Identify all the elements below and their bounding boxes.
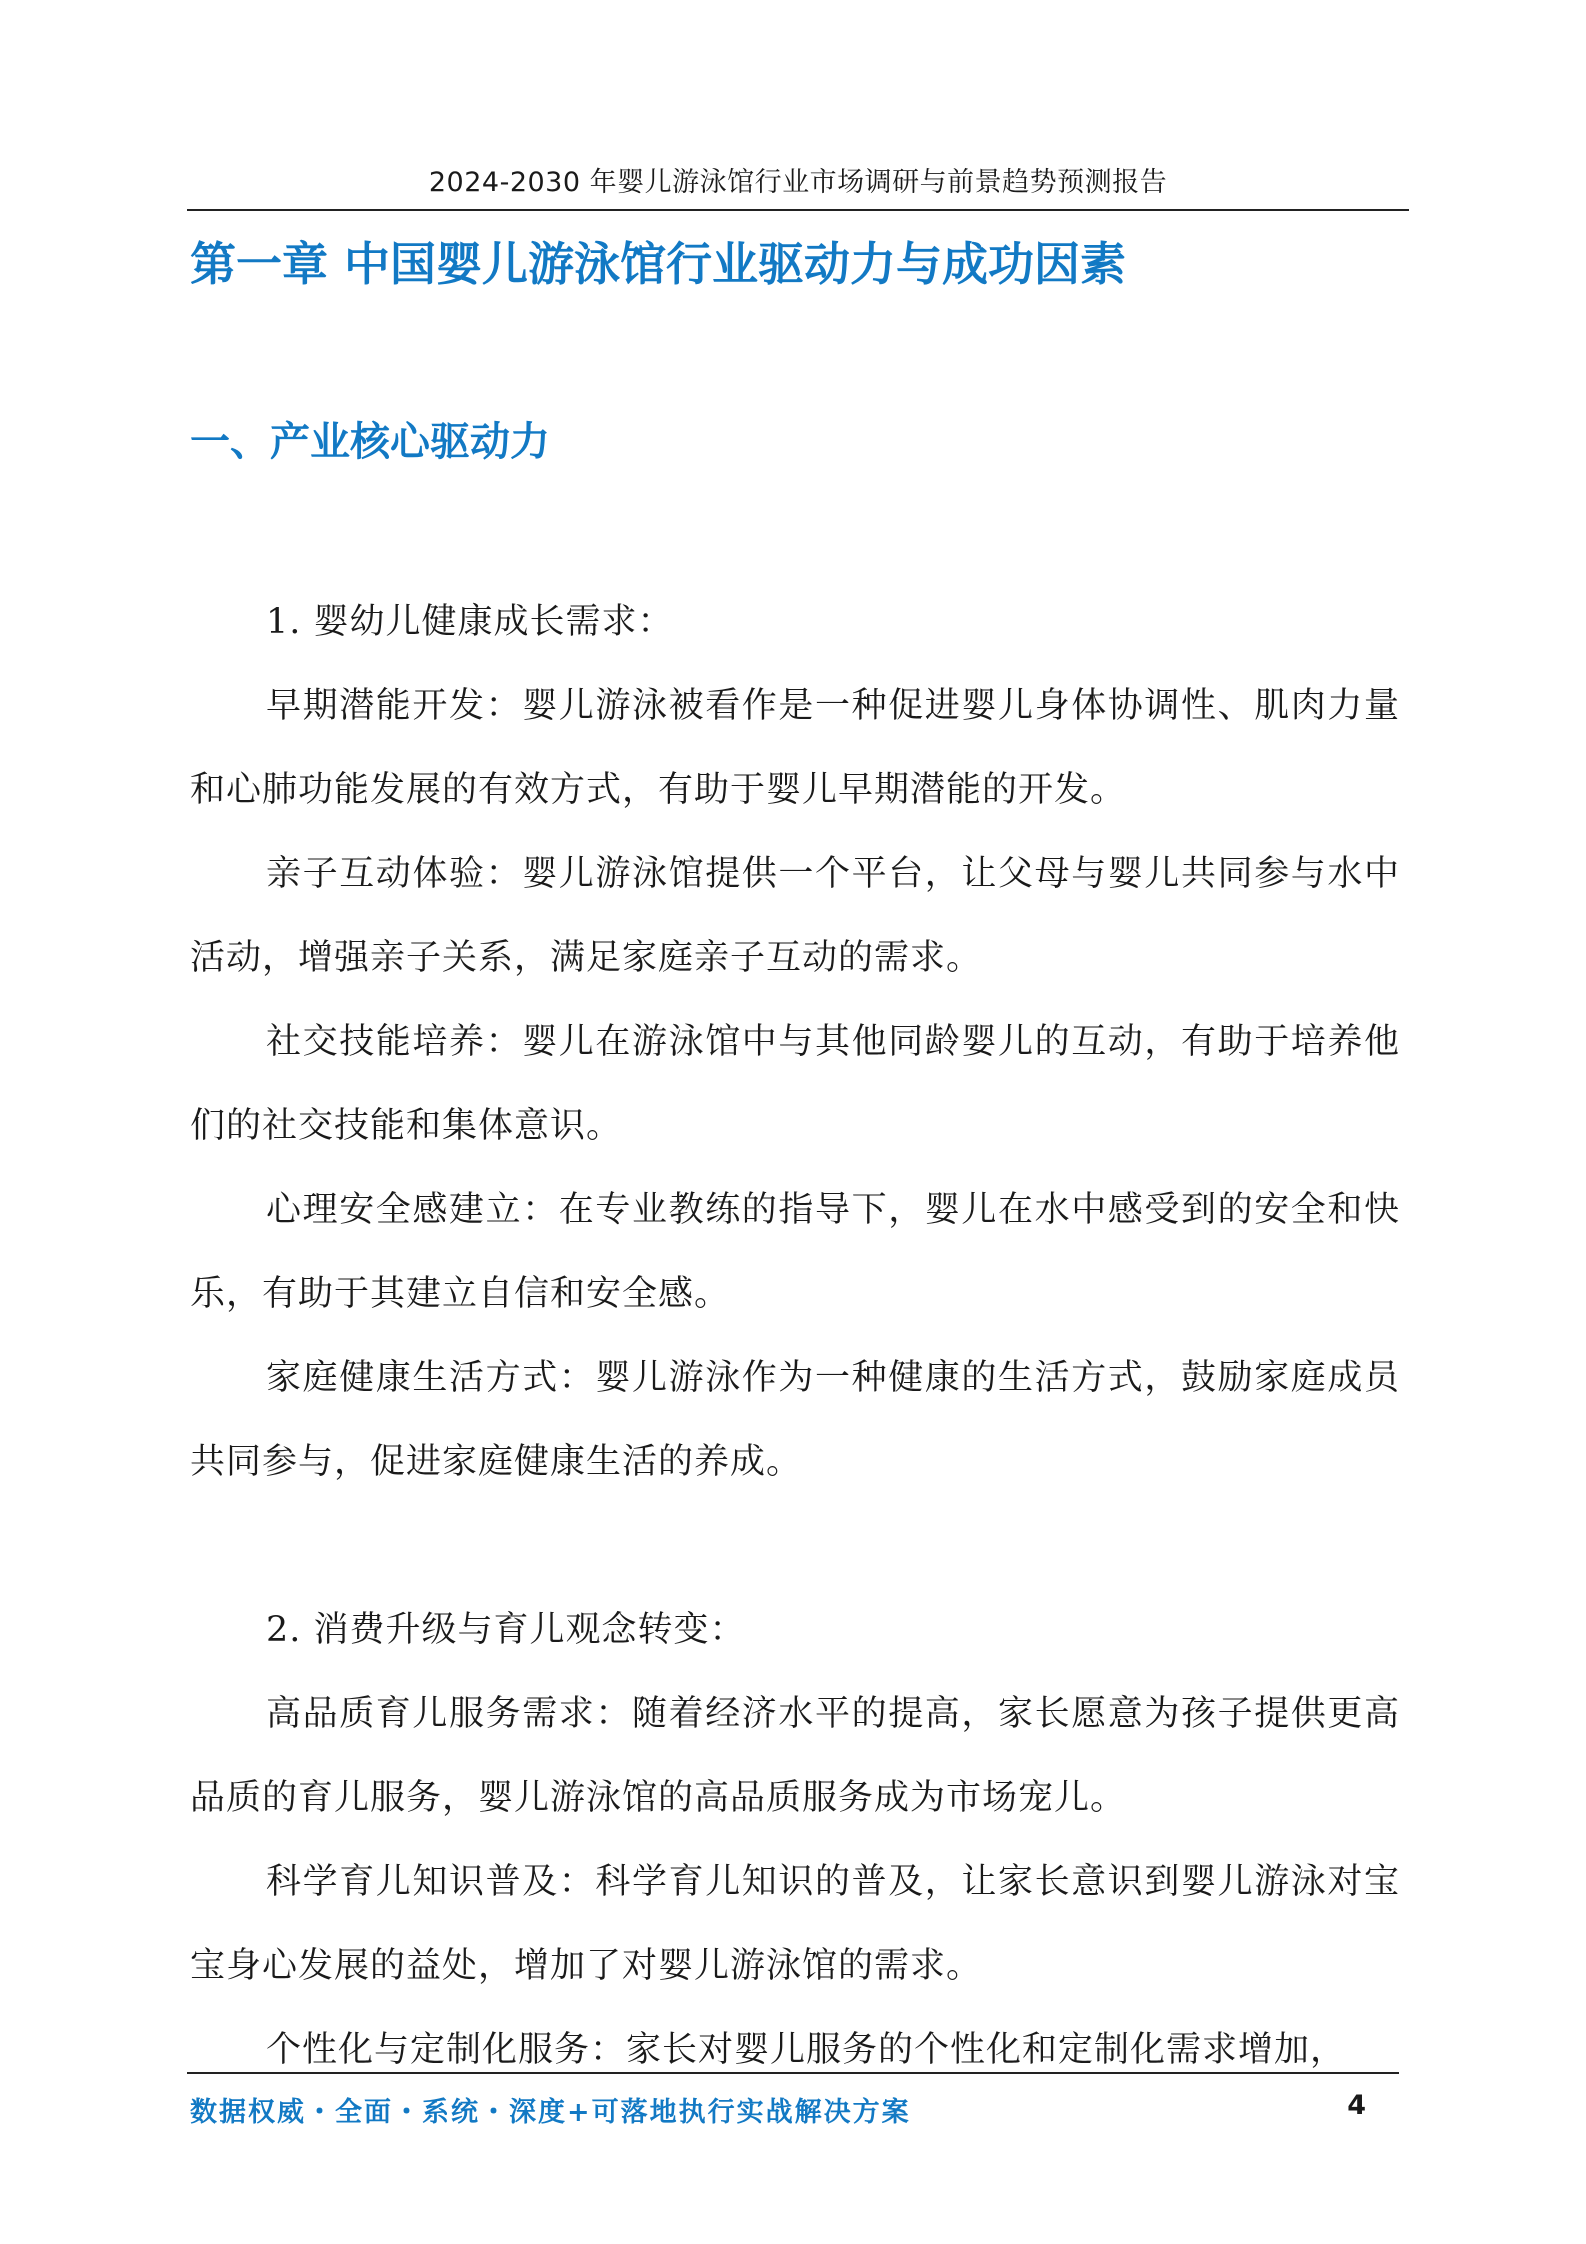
paragraph: 个性化与定制化服务：家长对婴儿服务的个性化和定制化需求增加，	[266, 2030, 1347, 2070]
subheading-2: 2. 消费升级与育儿观念转变：	[266, 1610, 746, 1650]
paragraph: 心理安全感建立：在专业教练的指导下，婴儿在水中感受到的安全和快乐，有助于其建立自信和安全感。	[190, 1190, 1400, 1314]
paragraph: 家庭健康生活方式：婴儿游泳作为一种健康的生活方式，鼓励家庭成员共同参与，促进家庭健康生活的养成。	[190, 1358, 1400, 1482]
body-text	[190, 580, 1400, 2092]
page-number: 4	[1347, 2090, 1366, 2121]
paragraph-gap	[190, 1504, 1400, 1588]
chapter-title: 第一章 中国婴儿游泳馆行业驱动力与成功因素	[190, 237, 1127, 291]
section-title: 一、产业核心驱动力	[190, 419, 550, 465]
subheading-1: 1. 婴幼儿健康成长需求：	[266, 602, 674, 642]
footer-divider	[187, 2072, 1399, 2074]
paragraph: 亲子互动体验：婴儿游泳馆提供一个平台，让父母与婴儿共同参与水中活动，增强亲子关系，满足家庭亲子互动的需求。	[190, 854, 1400, 978]
paragraph: 科学育儿知识普及：科学育儿知识的普及，让家长意识到婴儿游泳对宝宝身心发展的益处，增加了对婴儿游泳馆的需求。	[190, 1862, 1400, 1986]
paragraph: 高品质育儿服务需求：随着经济水平的提高，家长愿意为孩子提供更高品质的育儿服务，婴儿游泳馆的高品质服务成为市场宠儿。	[190, 1694, 1400, 1818]
paragraph: 早期潜能开发：婴儿游泳被看作是一种促进婴儿身体协调性、肌肉力量和心肺功能发展的有效方式，有助于婴儿早期潜能的开发。	[190, 686, 1400, 810]
paragraph: 社交技能培养：婴儿在游泳馆中与其他同龄婴儿的互动，有助于培养他们的社交技能和集体意识。	[190, 1022, 1400, 1146]
running-header: 2024-2030 年婴儿游泳馆行业市场调研与前景趋势预测报告	[428, 167, 1168, 198]
footer-slogan: 数据权威・全面・系统・深度+可落地执行实战解决方案	[190, 2097, 911, 2128]
header-divider	[187, 209, 1409, 211]
